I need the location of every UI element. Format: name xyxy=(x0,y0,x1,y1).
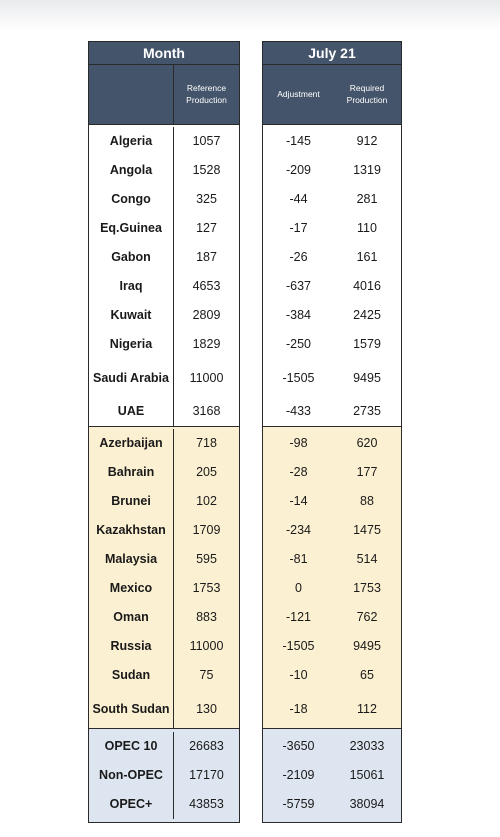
table-row xyxy=(263,127,401,156)
opec-section-right xyxy=(263,125,401,427)
country-name: Saudi Arabia xyxy=(89,359,174,397)
table-row xyxy=(89,397,239,426)
required-value: 4016 xyxy=(353,279,381,293)
right-column-headers xyxy=(263,65,401,125)
top-shadow xyxy=(0,0,500,30)
country-name: South Sudan xyxy=(89,690,174,728)
country-column-header xyxy=(89,65,174,124)
adjustment-value: -81 xyxy=(289,552,308,566)
table-row xyxy=(263,661,401,690)
country-name: Azerbaijan xyxy=(89,429,174,458)
table-row xyxy=(263,156,401,185)
adjustment-value: -145 xyxy=(285,134,312,148)
country-name: Nigeria xyxy=(89,330,174,359)
table-row xyxy=(89,661,239,690)
table-row xyxy=(89,330,239,359)
reference-value: 75 xyxy=(199,668,214,682)
table-row xyxy=(263,516,401,545)
group-name: OPEC+ xyxy=(89,790,174,819)
adjustment-value: -209 xyxy=(285,163,312,177)
reference-production-table xyxy=(88,41,240,823)
table-row xyxy=(89,359,239,397)
reference-value: 595 xyxy=(196,552,217,566)
country-name: UAE xyxy=(89,397,174,426)
table-row xyxy=(89,732,239,761)
country-name: Russia xyxy=(89,632,174,661)
reference-value: 1709 xyxy=(192,523,221,537)
reference-value: 11000 xyxy=(189,370,224,385)
table-row xyxy=(89,574,239,603)
table-row xyxy=(89,690,239,728)
required-value: 9495 xyxy=(353,370,381,385)
table-row xyxy=(263,545,401,574)
required-value: 2735 xyxy=(353,404,381,418)
required-value: 514 xyxy=(356,552,378,566)
table-row xyxy=(263,243,401,272)
adjustment-value: -17 xyxy=(289,221,308,235)
adjustment-value: -5759 xyxy=(282,797,315,811)
reference-value: 2809 xyxy=(192,308,221,322)
required-value: 1475 xyxy=(353,523,381,537)
table-row xyxy=(263,690,401,728)
adjustment-value: -234 xyxy=(285,523,312,537)
required-value: 23033 xyxy=(349,739,385,753)
adjustment-value: -2109 xyxy=(282,768,315,782)
table-row xyxy=(263,574,401,603)
country-name: Malaysia xyxy=(89,545,174,574)
reference-value: 102 xyxy=(196,494,217,508)
country-name: Mexico xyxy=(89,574,174,603)
adjustment-value: -250 xyxy=(285,337,312,351)
adjustment-value: -98 xyxy=(289,436,308,450)
adjustment-value: -384 xyxy=(285,308,312,322)
reference-value: 325 xyxy=(196,192,217,206)
required-value: 110 xyxy=(357,221,377,235)
totals-section-left xyxy=(89,729,239,822)
non-opec-section-left xyxy=(89,427,239,729)
table-row xyxy=(89,632,239,661)
reference-value: 883 xyxy=(196,610,217,624)
left-column-headers xyxy=(89,65,239,125)
required-value: 161 xyxy=(356,250,378,264)
reference-value: 130 xyxy=(196,701,217,716)
table-row xyxy=(263,301,401,330)
country-name: Eq.Guinea xyxy=(89,214,174,243)
required-value: 38094 xyxy=(349,797,385,811)
adjustment-value: 0 xyxy=(295,581,302,595)
reference-value: 718 xyxy=(196,436,217,450)
required-value: 65 xyxy=(360,668,374,682)
table-row xyxy=(89,603,239,632)
reference-value: 205 xyxy=(196,465,217,479)
table-row xyxy=(263,632,401,661)
table-row xyxy=(89,516,239,545)
table-row xyxy=(263,429,401,458)
july-21-header: July 21 xyxy=(263,42,401,65)
table-row xyxy=(89,272,239,301)
required-value: 620 xyxy=(356,436,378,450)
table-row xyxy=(89,156,239,185)
table-row xyxy=(89,761,239,790)
country-name: Kuwait xyxy=(89,301,174,330)
adjustment-value: -433 xyxy=(285,404,312,418)
table-row xyxy=(263,397,401,426)
reference-value: 26683 xyxy=(189,739,224,753)
adjustment-value: -14 xyxy=(289,494,308,508)
adjustment-header: Adjustment xyxy=(277,88,320,99)
required-value: 912 xyxy=(356,134,378,148)
required-value: 281 xyxy=(356,192,378,206)
country-name: Sudan xyxy=(89,661,174,690)
table-row xyxy=(89,214,239,243)
table-row xyxy=(89,429,239,458)
group-name: OPEC 10 xyxy=(89,732,174,761)
table-row xyxy=(89,243,239,272)
totals-section-right xyxy=(263,729,401,822)
adjustment-table xyxy=(262,41,402,823)
adjustment-value: -121 xyxy=(285,610,312,624)
adjustment-value: -44 xyxy=(289,192,308,206)
country-name: Angola xyxy=(89,156,174,185)
required-value: 1579 xyxy=(353,337,381,351)
reference-value: 4653 xyxy=(192,279,221,293)
reference-production-header: Reference Production xyxy=(186,83,227,105)
reference-value: 1057 xyxy=(192,134,221,148)
table-row xyxy=(263,487,401,516)
reference-value: 11000 xyxy=(189,639,224,653)
country-name: Algeria xyxy=(89,127,174,156)
table-row xyxy=(89,127,239,156)
table-row xyxy=(263,732,401,761)
country-name: Oman xyxy=(89,603,174,632)
adjustment-value: -28 xyxy=(289,465,308,479)
country-name: Brunei xyxy=(89,487,174,516)
adjustment-value: -10 xyxy=(289,668,308,682)
required-production-header: Required Production xyxy=(346,83,388,105)
required-value: 762 xyxy=(356,610,378,624)
reference-value: 1829 xyxy=(192,337,221,351)
table-row xyxy=(263,359,401,397)
table-row xyxy=(89,185,239,214)
required-value: 2425 xyxy=(353,308,381,322)
required-value: 1319 xyxy=(353,163,381,177)
country-name: Bahrain xyxy=(89,458,174,487)
reference-value: 187 xyxy=(196,250,217,264)
required-value: 9495 xyxy=(353,639,381,653)
non-opec-section-right xyxy=(263,427,401,729)
adjustment-value: -637 xyxy=(285,279,312,293)
table-row xyxy=(263,330,401,359)
required-value: 15061 xyxy=(349,768,385,782)
group-name: Non-OPEC xyxy=(89,761,174,790)
table-row xyxy=(263,214,401,243)
adjustment-value: -18 xyxy=(289,701,308,716)
reference-value: 17170 xyxy=(189,768,224,782)
adjustment-value: -1505 xyxy=(282,639,315,653)
reference-value: 127 xyxy=(196,221,217,235)
adjustment-value: -26 xyxy=(289,250,308,264)
table-row xyxy=(89,301,239,330)
opec-section-left xyxy=(89,125,239,427)
table-row xyxy=(89,545,239,574)
country-name: Congo xyxy=(89,185,174,214)
required-value: 88 xyxy=(360,494,374,508)
reference-value: 1528 xyxy=(192,163,221,177)
month-header: Month xyxy=(89,42,239,65)
adjustment-value: -1505 xyxy=(282,370,315,385)
reference-value: 43853 xyxy=(189,797,224,811)
table-row xyxy=(89,487,239,516)
table-row xyxy=(89,790,239,819)
country-name: Gabon xyxy=(89,243,174,272)
country-name: Kazakhstan xyxy=(89,516,174,545)
adjustment-value: -3650 xyxy=(282,739,315,753)
reference-value: 1753 xyxy=(192,581,221,595)
required-value: 112 xyxy=(357,701,377,716)
country-name: Iraq xyxy=(89,272,174,301)
table-row xyxy=(263,272,401,301)
table-row xyxy=(263,761,401,790)
table-row xyxy=(263,603,401,632)
required-value: 1753 xyxy=(353,581,381,595)
table-row xyxy=(263,790,401,819)
reference-value: 3168 xyxy=(192,404,221,418)
table-row xyxy=(263,185,401,214)
table-row xyxy=(89,458,239,487)
required-value: 177 xyxy=(356,465,378,479)
table-row xyxy=(263,458,401,487)
